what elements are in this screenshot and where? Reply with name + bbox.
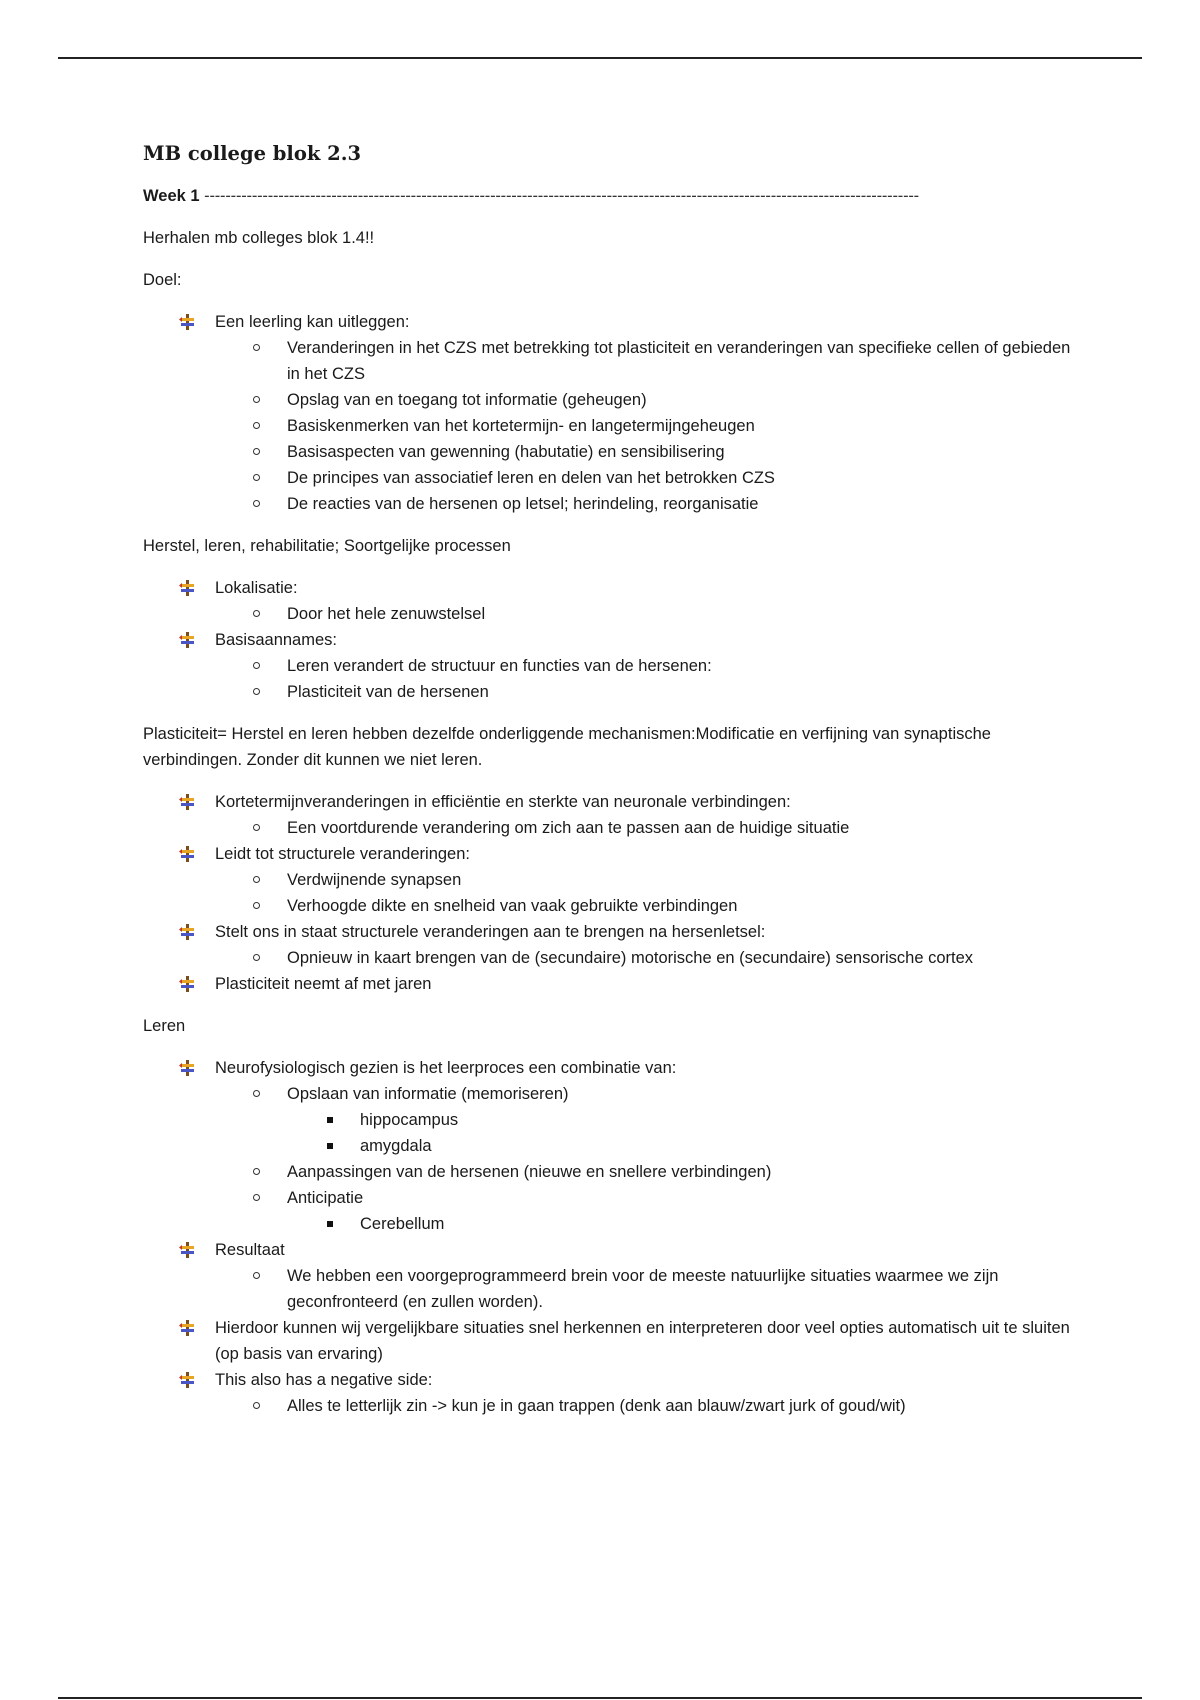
intro-text: Herhalen mb colleges blok 1.4!! [143, 229, 375, 247]
list-item: Kortetermijnveranderingen in efficiëntie en sterkte van neuronale verbindingen: Een voortdurende verandering om zich aan te passen aan de huidige situatie [215, 789, 1083, 841]
list-item: Anticipatie Cerebellum [287, 1185, 1083, 1237]
list-item: Plasticiteit neemt af met jaren [215, 971, 1083, 997]
list-item: Verhoogde dikte en snelheid van vaak gebruikte verbindingen [287, 893, 1083, 919]
herstel-heading: Herstel, leren, rehabilitatie; Soortgelijke processen [143, 537, 511, 555]
list-item: Aanpassingen van de hersenen (nieuwe en snellere verbindingen) [287, 1159, 1083, 1185]
week-divider-dashes: --------------------------------------------------------------------------------------------------------------------------------------- [204, 187, 919, 205]
list-item: Cerebellum [360, 1211, 1083, 1237]
list-item: Opslag van en toegang tot informatie (geheugen) [287, 387, 1083, 413]
circle-bullet-icon [253, 610, 260, 617]
circle-bullet-icon [253, 1168, 260, 1175]
list-item: Opnieuw in kaart brengen van de (secundaire) motorische en (secundaire) sensorische cortex [287, 945, 1083, 971]
plasticiteit-list [143, 789, 1083, 997]
plasticiteit-paragraph: Plasticiteit= Herstel en leren hebben dezelfde onderliggende mechanismen:Modificatie en verfijning van synaptische verbindingen. Zonder dit kunnen we niet leren. [143, 725, 991, 769]
list-item: De reacties van de hersenen op letsel; herindeling, reorganisatie [287, 491, 1083, 517]
square-bullet-icon [327, 1117, 333, 1123]
circle-bullet-icon [253, 688, 260, 695]
circle-bullet-icon [253, 344, 260, 351]
week-label: Week 1 [143, 187, 200, 205]
document-title: MB college blok 2.3 [143, 142, 362, 165]
list-item: Leidt tot structurele veranderingen: Verdwijnende synapsen Verhoogde dikte en snelheid van vaak gebruikte verbindingen [215, 841, 1083, 919]
week-heading [143, 183, 1083, 209]
list-item: Een voortdurende verandering om zich aan te passen aan de huidige situatie [287, 815, 1083, 841]
circle-bullet-icon [253, 662, 260, 669]
arrow-bullet-icon [179, 1242, 196, 1258]
arrow-bullet-icon [179, 580, 196, 596]
circle-bullet-icon [253, 474, 260, 481]
arrow-bullet-icon [179, 794, 196, 810]
arrow-bullet-icon [179, 924, 196, 940]
list-item: Stelt ons in staat structurele veranderingen aan te brengen na hersenletsel: Opnieuw in kaart brengen van de (secundaire) motorische en (secundaire) sensorische cortex [215, 919, 1083, 971]
arrow-bullet-icon [179, 976, 196, 992]
circle-bullet-icon [253, 422, 260, 429]
list-item: Neurofysiologisch gezien is het leerproces een combinatie van: Opslaan van informatie (memoriseren) hippocampus amygdala Aanpassingen van de hersenen (nieuwe en snellere verbindingen) Anticipatie Cerebellum [215, 1055, 1083, 1237]
top-rule [58, 57, 1142, 59]
arrow-bullet-icon [179, 1060, 196, 1076]
arrow-bullet-icon [179, 1372, 196, 1388]
bottom-rule [58, 1697, 1142, 1699]
list-item: Basisaannames: Leren verandert de structuur en functies van de hersenen: Plasticiteit van de hersenen [215, 627, 1083, 705]
list-item: Resultaat We hebben een voorgeprogrammeerd brein voor de meeste natuurlijke situaties waarmee we zijn geconfronteerd (en zullen worden). [215, 1237, 1083, 1315]
circle-bullet-icon [253, 396, 260, 403]
list-item: Hierdoor kunnen wij vergelijkbare situaties snel herkennen en interpreteren door veel opties automatisch uit te sluiten (op basis van ervaring) [215, 1315, 1083, 1367]
circle-bullet-icon [253, 1194, 260, 1201]
list-item: Leren verandert de structuur en functies van de hersenen: [287, 653, 1083, 679]
list-item: Basiskenmerken van het kortetermijn- en langetermijngeheugen [287, 413, 1083, 439]
list-item: Opslaan van informatie (memoriseren) hippocampus amygdala [287, 1081, 1083, 1159]
list-item: We hebben een voorgeprogrammeerd brein voor de meeste natuurlijke situaties waarmee we zijn geconfronteerd (en zullen worden). [287, 1263, 1083, 1315]
herstel-list [143, 575, 1083, 705]
arrow-bullet-icon [179, 314, 196, 330]
list-item: Basisaspecten van gewenning (habutatie) en sensibilisering [287, 439, 1083, 465]
list-item: Alles te letterlijk zin -> kun je in gaan trappen (denk aan blauw/zwart jurk of goud/wit) [287, 1393, 1083, 1419]
list-item: hippocampus [360, 1107, 1083, 1133]
list-item: Verdwijnende synapsen [287, 867, 1083, 893]
list-item: This also has a negative side: Alles te letterlijk zin -> kun je in gaan trappen (denk aan blauw/zwart jurk of goud/wit) [215, 1367, 1083, 1419]
doel-label: Doel: [143, 271, 182, 289]
circle-bullet-icon [253, 1272, 260, 1279]
list-item: Door het hele zenuwstelsel [287, 601, 1083, 627]
leren-list [143, 1055, 1083, 1419]
square-bullet-icon [327, 1221, 333, 1227]
circle-bullet-icon [253, 902, 260, 909]
circle-bullet-icon [253, 954, 260, 961]
arrow-bullet-icon [179, 846, 196, 862]
list-item: Een leerling kan uitleggen: Veranderingen in het CZS met betrekking tot plasticiteit en veranderingen van specifieke cellen of gebieden in het CZS Opslag van en toegang tot informatie (geheugen) Basiskenmerken van het kortetermijn- en langetermijngeheugen Basisaspecten van gewenning (habutatie) en sensibilisering De principes van associatief leren en delen van het betrokken CZS De reacties van de hersenen op letsel; herindeling, reorganisatie [215, 309, 1083, 517]
circle-bullet-icon [253, 1402, 260, 1409]
list-item: De principes van associatief leren en delen van het betrokken CZS [287, 465, 1083, 491]
document-body [143, 140, 1083, 1435]
arrow-bullet-icon [179, 632, 196, 648]
list-item: Lokalisatie: Door het hele zenuwstelsel [215, 575, 1083, 627]
circle-bullet-icon [253, 500, 260, 507]
leren-heading: Leren [143, 1017, 186, 1035]
circle-bullet-icon [253, 448, 260, 455]
list-item: Veranderingen in het CZS met betrekking tot plasticiteit en veranderingen van specifieke cellen of gebieden in het CZS [287, 335, 1083, 387]
circle-bullet-icon [253, 876, 260, 883]
list-item: Plasticiteit van de hersenen [287, 679, 1083, 705]
arrow-bullet-icon [179, 1320, 196, 1336]
doel-list [143, 309, 1083, 517]
circle-bullet-icon [253, 1090, 260, 1097]
circle-bullet-icon [253, 824, 260, 831]
square-bullet-icon [327, 1143, 333, 1149]
list-item: amygdala [360, 1133, 1083, 1159]
